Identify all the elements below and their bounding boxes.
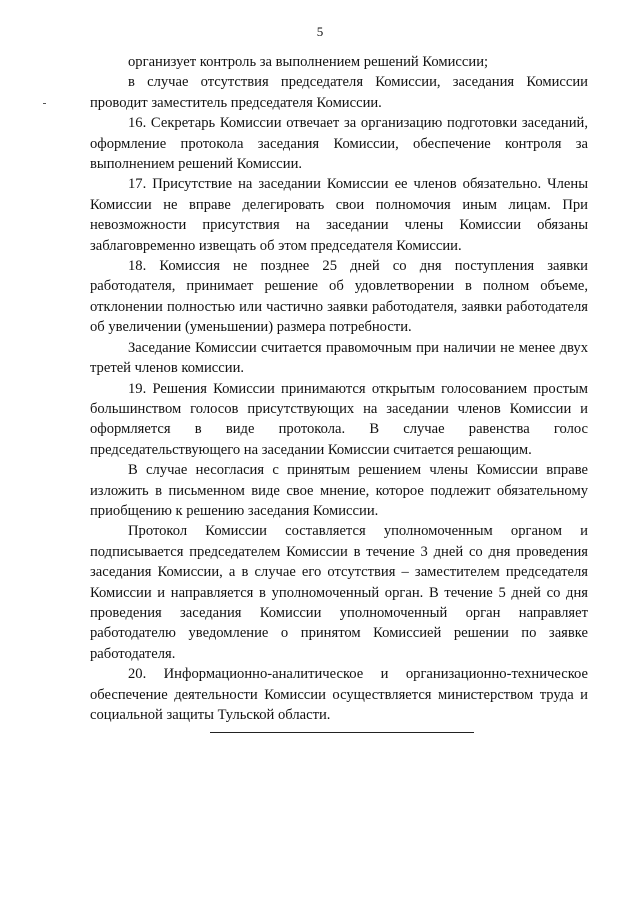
paragraph-control: организует контроль за выполнением решений Комиссии;: [128, 54, 489, 70]
paragraph-16-secretary: 16. Секретарь Комиссии отвечает за организацию подготовки заседаний, оформление протокола заседания Комиссии, обеспечение контроля за выполнением решений Комиссии.: [90, 115, 588, 173]
paragraph-18-deadline: 18. Комиссия не позднее 25 дней со дня поступления заявки работодателя, принимает решение об удовлетворении в полном объеме, отклонении полностью или частично заявки работодателя, заявки работодателя об увеличении (уменьшении) размера потребности.: [90, 258, 588, 336]
page-number: 5: [316, 24, 324, 39]
paragraph-17-attendance: 17. Присутствие на заседании Комиссии ее членов обязательно. Члены Комиссии не вправе делегировать свои полномочия иным лицам. При невозможности присутствия на заседании члены Комиссии обязаны заблаговременно извещать об этом председателя Комиссии.: [90, 176, 588, 254]
paragraph-quorum: Заседание Комиссии считается правомочным при наличии не менее двух третей членов комиссии.: [90, 339, 588, 377]
paragraph-chair-absence: в случае отсутствия председателя Комиссии, заседания Комиссии проводит заместитель председателя Комиссии.: [90, 74, 588, 111]
paragraph-protocol: Протокол Комиссии составляется уполномоченным органом и подписывается председателем Комиссии в течение 3 дней со дня проведения заседания Комиссии, а в случае его отсутствия – заместителем председателя Комиссии и направляется в уполномоченный орган. В течение 5 дней со дня проведения заседания Комиссии уполномоченный орган направляет работодателю уведомление о принятом Комиссией решении по заявке работодателя.: [90, 523, 588, 662]
document-body: [90, 52, 588, 725]
paragraph-19-voting: 19. Решения Комиссии принимаются открытым голосованием простым большинством голосов присутствующих на заседании членов Комиссии и оформляется в виде протокола. В случае равенства голос председательствующего на заседании Комиссии считается решающим.: [90, 380, 588, 458]
end-separator-line: [210, 732, 474, 733]
margin-mark: [43, 103, 46, 104]
paragraph-dissent: В случае несогласия с принятым решением члены Комиссии вправе изложить в письменном виде свое мнение, которое подлежит обязательному приобщению к решению заседания Комиссии.: [90, 462, 588, 519]
paragraph-20-support: 20. Информационно-аналитическое и организационно-техническое обеспечение деятельности Комиссии осуществляется министерством труда и социальной защиты Тульской области.: [90, 666, 588, 723]
